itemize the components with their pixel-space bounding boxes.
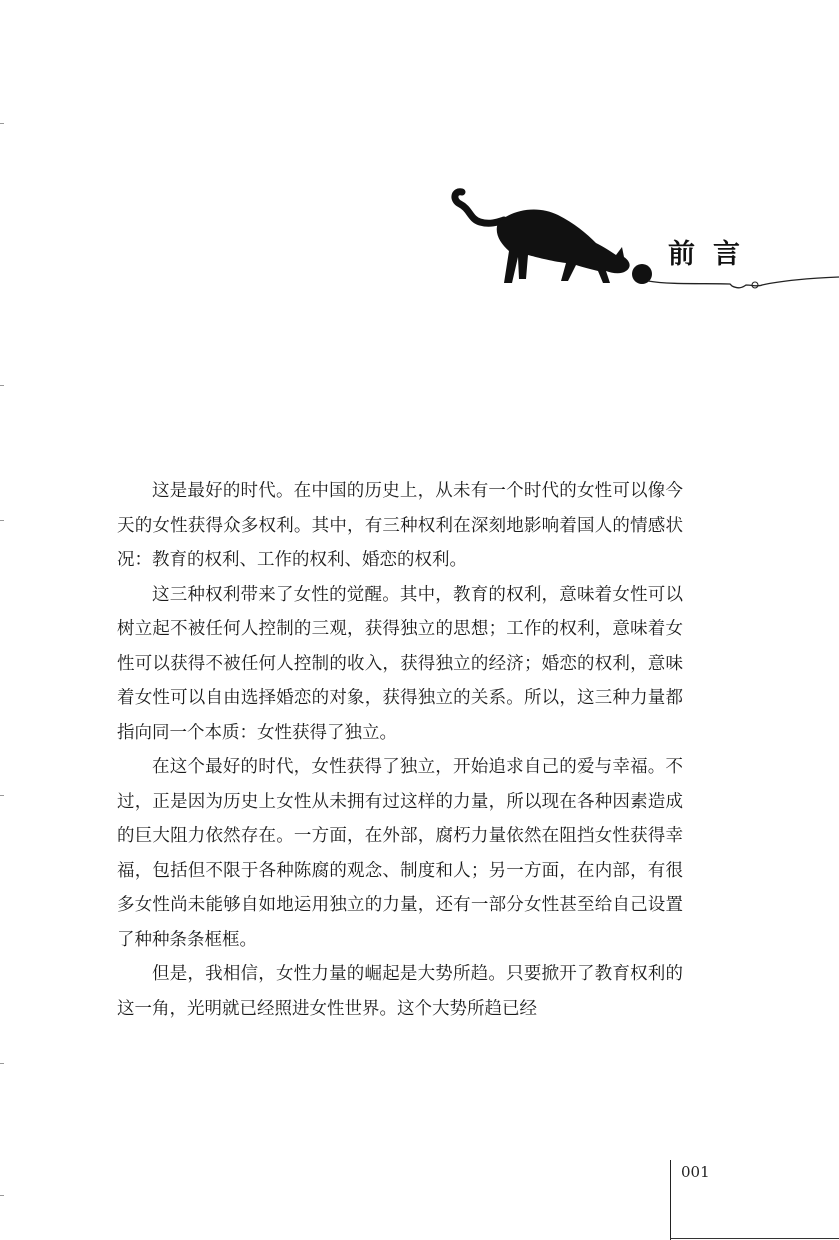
chapter-title: 前言 bbox=[668, 239, 758, 270]
scan-mark bbox=[0, 1195, 4, 1196]
scan-mark bbox=[0, 385, 4, 386]
cat-tail bbox=[455, 192, 504, 224]
scan-mark bbox=[0, 520, 4, 521]
scan-mark bbox=[0, 1063, 4, 1064]
paragraph: 这三种权利带来了女性的觉醒。其中，教育的权利，意味着女性可以树立起不被任何人控制的三观，获得独立的思想；工作的权利，意味着女性可以获得不被任何人控制的收入，获得独立的经济；婚恋的权利，意味着女性可以自由选择婚恋的对象，获得独立的关系。所以，这三种力量都指向同一个本质：女性获得了独立。 bbox=[117, 584, 683, 743]
page-number-rule bbox=[670, 1160, 671, 1240]
paragraph: 但是，我相信，女性力量的崛起是大势所趋。只要掀开了教育权利的这一角，光明就已经照进女性世界。这个大势所趋已经 bbox=[117, 964, 683, 1019]
page-number: 001 bbox=[681, 1163, 710, 1181]
page-bottom-rule bbox=[670, 1238, 839, 1239]
scan-mark bbox=[0, 795, 4, 796]
yarn-thread bbox=[648, 277, 839, 288]
paragraph: 在这个最好的时代，女性获得了独立，开始追求自己的爱与幸福。不过，正是因为历史上女性从未拥有过这样的力量，所以现在各种因素造成的巨大阻力依然存在。一方面，在外部，腐朽力量依然在阻挡女性获得幸福，包括但不限于各种陈腐的观念、制度和人；另一方面，在内部，有很多女性尚未能够自如地运用独立的力量，还有一部分女性甚至给自己设置了种种条条框框。 bbox=[117, 757, 683, 950]
paragraph: 这是最好的时代。在中国的历史上，从未有一个时代的女性可以像今天的女性获得众多权利。其中，有三种权利在深刻地影响着国人的情感状况：教育的权利、工作的权利、婚恋的权利。 bbox=[117, 481, 683, 570]
body-text bbox=[117, 474, 683, 1026]
cat-body bbox=[497, 209, 630, 283]
scan-mark bbox=[0, 123, 4, 124]
cat-with-yarn-illustration bbox=[440, 175, 839, 305]
